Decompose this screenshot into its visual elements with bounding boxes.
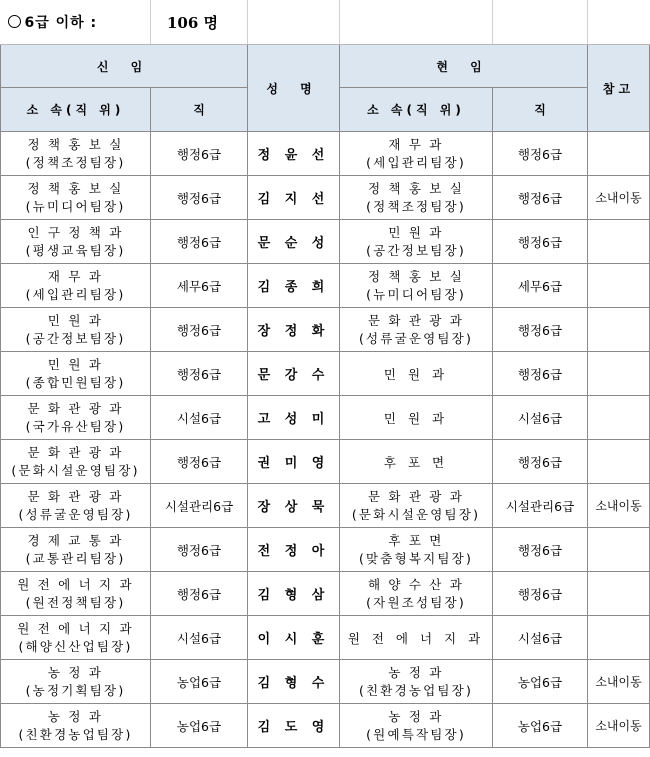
- title-blank: [493, 0, 588, 45]
- new-role: (세입관리팀장): [25, 286, 126, 302]
- table-row: [1, 440, 650, 484]
- new-role: (해양신산업팀장): [18, 638, 133, 654]
- table-row: [1, 308, 650, 352]
- table-row: [1, 704, 650, 748]
- person-name: 김 도 영: [257, 720, 330, 735]
- new-dept: 농 정 과: [47, 708, 104, 724]
- name-cell: [248, 484, 340, 528]
- new-grade-cell: [151, 440, 248, 484]
- new-role: (문화시설운영팀장): [11, 462, 140, 478]
- note-cell: [588, 528, 650, 572]
- new-grade-cell: [151, 220, 248, 264]
- note-cell: [588, 352, 650, 396]
- new-affiliation-cell: [1, 396, 151, 440]
- new-dept: 문 화 관 광 과: [27, 400, 124, 416]
- current-grade-cell: [493, 132, 588, 176]
- person-name: 이 시 훈: [257, 632, 330, 647]
- current-dept: 정 책 홍 보 실: [367, 180, 465, 196]
- current-grade: 농업6급: [517, 718, 563, 734]
- title-blank: [248, 0, 340, 45]
- note-cell: [588, 220, 650, 264]
- current-grade: 행정6급: [517, 234, 563, 250]
- current-role: (성류굴운영팀장): [358, 330, 474, 346]
- note: 소내이동: [595, 675, 642, 689]
- person-name: 문 순 성: [257, 236, 330, 251]
- current-grade: 행정6급: [517, 190, 563, 206]
- title-label: 6급 이하 :: [24, 15, 98, 31]
- name-cell: [248, 396, 340, 440]
- note-cell: [588, 484, 650, 528]
- current-affiliation-cell: [340, 220, 493, 264]
- name-cell: [248, 352, 340, 396]
- new-dept: 인 구 정 책 과: [27, 224, 124, 240]
- current-dept: 후 포 면: [383, 454, 449, 470]
- new-grade-cell: [151, 352, 248, 396]
- new-grade: 행정6급: [176, 542, 222, 558]
- person-name: 김 형 수: [257, 676, 330, 691]
- person-name: 문 강 수: [257, 368, 330, 383]
- new-affiliation-cell: [1, 616, 151, 660]
- current-grade-cell: [493, 220, 588, 264]
- new-affiliation-cell: [1, 264, 151, 308]
- header-note: 참고: [588, 45, 650, 132]
- new-affiliation-cell: [1, 176, 151, 220]
- current-grade: 세무6급: [517, 278, 563, 294]
- header-name: 성 명: [248, 45, 340, 132]
- current-affiliation-cell: [340, 572, 493, 616]
- new-affiliation-cell: [1, 528, 151, 572]
- new-affiliation-cell: [1, 308, 151, 352]
- note: 소내이동: [595, 191, 642, 205]
- current-affiliation-cell: [340, 264, 493, 308]
- new-role: (뉴미디어팀장): [25, 198, 126, 214]
- current-grade: 행정6급: [517, 146, 563, 162]
- current-grade: 행정6급: [517, 542, 563, 558]
- current-dept: 민 원 과: [388, 224, 444, 240]
- current-dept: 재 무 과: [388, 136, 444, 152]
- new-role: (농정기획팀장): [25, 682, 126, 698]
- current-dept: 농 정 과: [388, 708, 444, 724]
- new-dept: 민 원 과: [47, 356, 104, 372]
- note-cell: [588, 440, 650, 484]
- new-dept: 문 화 관 광 과: [27, 488, 124, 504]
- current-grade-cell: [493, 308, 588, 352]
- new-grade: 행정6급: [176, 234, 222, 250]
- current-grade: 농업6급: [517, 674, 563, 690]
- current-grade-cell: [493, 176, 588, 220]
- current-role: (정책조정팀장): [366, 198, 466, 214]
- new-role: (성류굴운영팀장): [18, 506, 133, 522]
- header-current-affiliation: 소 속(직 위): [340, 88, 493, 132]
- new-affiliation-cell: [1, 704, 151, 748]
- table-row: [1, 176, 650, 220]
- title-blank: [588, 0, 650, 45]
- table-row: [1, 132, 650, 176]
- new-grade-cell: [151, 264, 248, 308]
- person-name: 장 정 화: [257, 324, 330, 339]
- new-grade: 세무6급: [176, 278, 222, 294]
- new-role: (국가유산팀장): [25, 418, 126, 434]
- table-row: [1, 616, 650, 660]
- current-grade-cell: [493, 396, 588, 440]
- current-grade: 행정6급: [517, 366, 563, 382]
- table-row: [1, 220, 650, 264]
- person-name: 김 종 희: [257, 280, 330, 295]
- name-cell: [248, 132, 340, 176]
- new-grade: 시설6급: [176, 630, 222, 646]
- current-dept: 정 책 홍 보 실: [367, 268, 465, 284]
- current-dept: 민 원 과: [383, 366, 449, 382]
- current-grade: 행정6급: [517, 322, 563, 338]
- new-affiliation-cell: [1, 484, 151, 528]
- current-dept: 해 양 수 산 과: [367, 576, 465, 592]
- current-grade: 행정6급: [517, 454, 563, 470]
- header-current-grade: 직: [493, 88, 588, 132]
- person-name: 권 미 영: [257, 456, 330, 471]
- new-role: (정책조정팀장): [25, 154, 126, 170]
- new-dept: 농 정 과: [47, 664, 104, 680]
- new-grade: 행정6급: [176, 146, 222, 162]
- new-dept: 정 책 홍 보 실: [27, 136, 124, 152]
- current-grade-cell: [493, 572, 588, 616]
- name-cell: [248, 660, 340, 704]
- current-grade-cell: [493, 440, 588, 484]
- current-dept: 원 전 에 너 지 과: [347, 630, 485, 646]
- new-role: (교통관리팀장): [25, 550, 126, 566]
- new-affiliation-cell: [1, 352, 151, 396]
- new-dept: 재 무 과: [47, 268, 104, 284]
- current-affiliation-cell: [340, 484, 493, 528]
- name-cell: [248, 264, 340, 308]
- person-name: 고 성 미: [257, 412, 330, 427]
- current-role: (원예특작팀장): [366, 726, 466, 742]
- new-affiliation-cell: [1, 220, 151, 264]
- new-affiliation-cell: [1, 660, 151, 704]
- current-affiliation-cell: [340, 176, 493, 220]
- person-name: 김 형 삼: [257, 588, 330, 603]
- name-cell: [248, 616, 340, 660]
- note-cell: [588, 396, 650, 440]
- header-row-1: [1, 45, 650, 88]
- table-row: [1, 660, 650, 704]
- new-role: (공간정보팀장): [25, 330, 126, 346]
- new-affiliation-cell: [1, 572, 151, 616]
- circle-icon: [8, 15, 21, 28]
- table-row: [1, 352, 650, 396]
- new-grade-cell: [151, 132, 248, 176]
- new-grade: 시설관리6급: [164, 498, 234, 514]
- new-grade-cell: [151, 484, 248, 528]
- current-affiliation-cell: [340, 528, 493, 572]
- current-affiliation-cell: [340, 616, 493, 660]
- new-grade-cell: [151, 704, 248, 748]
- table-row: [1, 396, 650, 440]
- current-grade-cell: [493, 616, 588, 660]
- current-affiliation-cell: [340, 132, 493, 176]
- new-grade-cell: [151, 308, 248, 352]
- name-cell: [248, 220, 340, 264]
- note-cell: [588, 132, 650, 176]
- name-cell: [248, 176, 340, 220]
- title-blank: [340, 0, 493, 45]
- note: 소내이동: [595, 499, 642, 513]
- note-cell: [588, 308, 650, 352]
- note: 소내이동: [595, 719, 642, 733]
- current-grade: 시설6급: [517, 410, 563, 426]
- current-role: (자원조성팀장): [366, 594, 466, 610]
- current-dept: 문 화 관 광 과: [367, 488, 465, 504]
- note-cell: [588, 660, 650, 704]
- person-name: 정 윤 선: [257, 148, 330, 163]
- new-grade: 행정6급: [176, 322, 222, 338]
- current-role: (공간정보팀장): [366, 242, 466, 258]
- new-dept: 민 원 과: [47, 312, 104, 328]
- note-cell: [588, 176, 650, 220]
- name-cell: [248, 704, 340, 748]
- current-grade: 행정6급: [517, 586, 563, 602]
- table-row: [1, 528, 650, 572]
- title-count: 106 명: [167, 13, 219, 32]
- current-role: (친환경농업팀장): [358, 682, 474, 698]
- name-cell: [248, 308, 340, 352]
- current-dept: 후 포 면: [388, 532, 444, 548]
- new-role: (친환경농업팀장): [18, 726, 133, 742]
- title-cell: [1, 0, 151, 45]
- current-affiliation-cell: [340, 440, 493, 484]
- new-grade: 행정6급: [176, 586, 222, 602]
- current-grade-cell: [493, 704, 588, 748]
- name-cell: [248, 440, 340, 484]
- current-affiliation-cell: [340, 396, 493, 440]
- current-grade: 시설6급: [517, 630, 563, 646]
- current-grade-cell: [493, 264, 588, 308]
- new-grade: 시설6급: [176, 410, 222, 426]
- title-count-cell: [151, 0, 248, 45]
- new-affiliation-cell: [1, 440, 151, 484]
- table-row: [1, 484, 650, 528]
- name-cell: [248, 528, 340, 572]
- current-role: (문화시설운영팀장): [351, 506, 481, 522]
- new-dept: 경 제 교 통 과: [27, 532, 124, 548]
- current-grade: 시설관리6급: [505, 498, 575, 514]
- header-current-position: 현 임: [340, 45, 588, 88]
- current-grade-cell: [493, 660, 588, 704]
- table-row: [1, 264, 650, 308]
- person-name: 장 상 묵: [257, 500, 330, 515]
- current-role: (뉴미디어팀장): [366, 286, 466, 302]
- current-grade-cell: [493, 352, 588, 396]
- current-grade-cell: [493, 484, 588, 528]
- new-grade: 행정6급: [176, 190, 222, 206]
- current-grade-cell: [493, 528, 588, 572]
- note-cell: [588, 616, 650, 660]
- current-affiliation-cell: [340, 352, 493, 396]
- header-new-grade: 직: [151, 88, 248, 132]
- new-grade-cell: [151, 660, 248, 704]
- current-dept: 농 정 과: [388, 664, 444, 680]
- new-grade: 농업6급: [176, 718, 222, 734]
- title-row: [1, 0, 650, 45]
- new-role: (평생교육팀장): [25, 242, 126, 258]
- new-grade-cell: [151, 396, 248, 440]
- name-cell: [248, 572, 340, 616]
- new-grade-cell: [151, 528, 248, 572]
- note-cell: [588, 704, 650, 748]
- note-cell: [588, 572, 650, 616]
- new-role: (종합민원팀장): [25, 374, 126, 390]
- new-grade: 행정6급: [176, 454, 222, 470]
- new-grade-cell: [151, 616, 248, 660]
- current-affiliation-cell: [340, 308, 493, 352]
- new-role: (원전정책팀장): [25, 594, 126, 610]
- person-name: 김 지 선: [257, 192, 330, 207]
- table-body: [1, 132, 650, 748]
- new-grade: 농업6급: [176, 674, 222, 690]
- new-grade-cell: [151, 176, 248, 220]
- header-new-affiliation: 소 속(직 위): [1, 88, 151, 132]
- current-role: (세입관리팀장): [366, 154, 466, 170]
- current-dept: 민 원 과: [383, 410, 449, 426]
- new-dept: 정 책 홍 보 실: [27, 180, 124, 196]
- new-dept: 원 전 에 너 지 과: [17, 620, 134, 636]
- person-name: 전 정 아: [257, 544, 330, 559]
- current-dept: 문 화 관 광 과: [367, 312, 465, 328]
- current-affiliation-cell: [340, 660, 493, 704]
- table-row: [1, 572, 650, 616]
- current-affiliation-cell: [340, 704, 493, 748]
- new-dept: 원 전 에 너 지 과: [17, 576, 134, 592]
- note-cell: [588, 264, 650, 308]
- current-role: (맞춤형복지팀장): [358, 550, 474, 566]
- new-grade-cell: [151, 572, 248, 616]
- new-grade: 행정6급: [176, 366, 222, 382]
- new-affiliation-cell: [1, 132, 151, 176]
- header-new-position: 신 임: [1, 45, 248, 88]
- new-dept: 문 화 관 광 과: [27, 444, 124, 460]
